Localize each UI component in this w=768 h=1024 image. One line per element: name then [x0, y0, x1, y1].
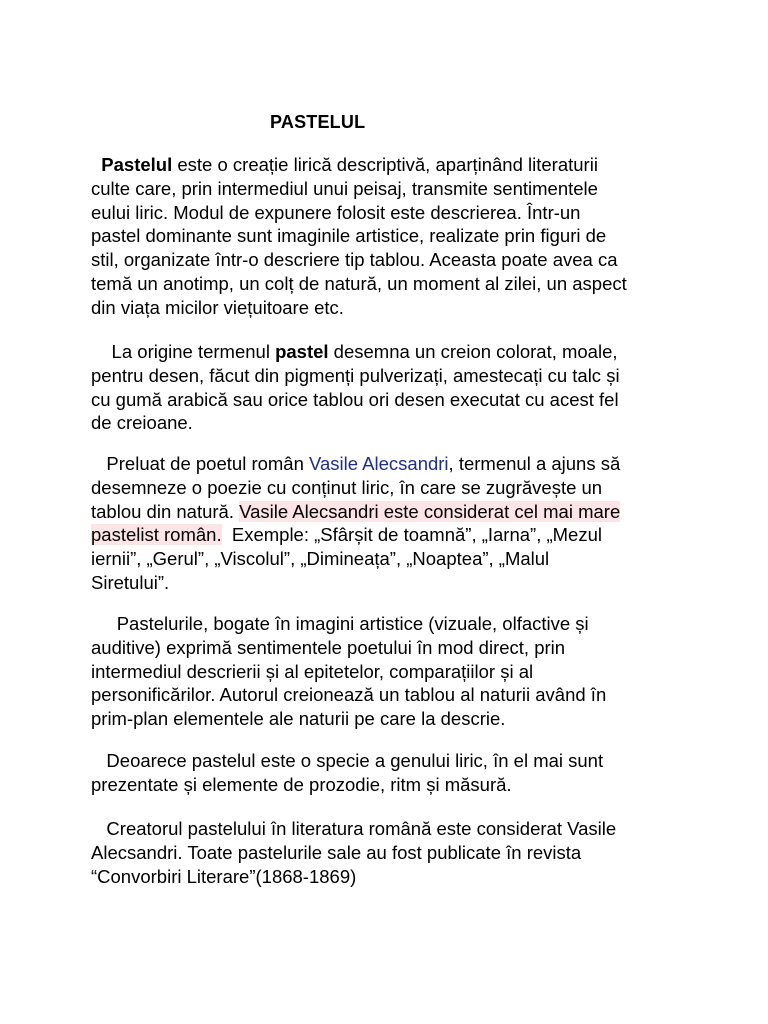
indent [91, 154, 101, 175]
text-run: desemna un creion colorat, moale, [328, 341, 618, 362]
text-line: intermediul descrierii și al epitetelor, comparațiilor și al [91, 660, 534, 682]
paragraph-creator [91, 817, 681, 888]
paragraph-origin [91, 340, 681, 435]
text-line: “Convorbiri Literare”(1868-1869) [91, 865, 357, 887]
text-run: , termenul a ajuns să [448, 453, 621, 474]
text-line: de creioane. [91, 412, 193, 434]
text-line: prezentate și elemente de prozodie, ritm și măsură. [91, 773, 512, 795]
text-line: pastel dominante sunt imaginile artistice, realizate prin figuri de [91, 225, 607, 247]
text-line [91, 523, 681, 547]
text-line: Creatorul pastelului în literatura română este considerat Vasile [91, 818, 617, 839]
bold-term: Pastelul [101, 154, 173, 175]
highlighted-text: pastelist român. [91, 524, 222, 546]
highlighted-text: Vasile Alecsandri este considerat cel mai mare [239, 500, 621, 522]
text-line [91, 153, 681, 177]
text-run: La origine termenul [91, 341, 276, 362]
text-line: eului liric. Modul de expunere folosit este descrierea. Într-un [91, 201, 581, 223]
text-line: cu gumă arabică sau orice tablou ori desen executat cu acest fel [91, 388, 619, 410]
paragraph-definition [91, 153, 681, 320]
text-line: Siretului”. [91, 571, 170, 593]
text-line: din viața micilor viețuitoare etc. [91, 296, 344, 318]
paragraph-features [91, 612, 681, 731]
text-line: pentru desen, făcut din pigmenți pulverizați, amestecați cu talc și [91, 364, 620, 386]
text-line: stil, organizate într-o descriere tip tablou. Aceasta poate avea ca [91, 249, 618, 271]
paragraph-alecsandri [91, 452, 681, 595]
text-run: Exemple: „Sfârșit de toamnă”, „Iarna”, „Mezul [221, 524, 602, 546]
author-link[interactable]: Vasile Alecsandri [309, 453, 449, 474]
text-line [91, 500, 681, 524]
text-run: Preluat de poetul român [91, 453, 310, 474]
bold-term: pastel [275, 341, 329, 362]
text-line: Alecsandri. Toate pastelurile sale au fost publicate în revista [91, 841, 582, 863]
paragraph-prosody [91, 749, 681, 797]
text-run: tablou din natură. [91, 500, 240, 522]
document-title: PASTELUL [270, 112, 366, 132]
text-run: este o creație lirică descriptivă, aparținând literaturii [172, 154, 598, 175]
text-line: prim-plan elementele ale naturii pe care la descrie. [91, 708, 506, 730]
text-line: auditive) exprimă sentimentele poetului în mod direct, prin [91, 636, 566, 658]
text-line: desemneze o poezie cu conținut liric, în care se zugrăvește un [91, 476, 603, 498]
text-line: iernii”, „Gerul”, „Viscolul”, „Dimineața”, „Noaptea”, „Malul [91, 548, 550, 570]
text-line: Pastelurile, bogate în imagini artistice (vizuale, olfactive și [91, 613, 589, 634]
text-line: personificărilor. Autorul creionează un tablou al naturii având în [91, 684, 607, 706]
text-line: temă un anotimp, un colț de natură, un moment al zilei, un aspect [91, 272, 627, 294]
text-line: Deoarece pastelul este o specie a genului liric, în el mai sunt [91, 750, 604, 771]
text-line [91, 452, 681, 476]
text-line [91, 340, 681, 364]
text-line: culte care, prin intermediul unui peisaj, transmite sentimentele [91, 177, 598, 199]
